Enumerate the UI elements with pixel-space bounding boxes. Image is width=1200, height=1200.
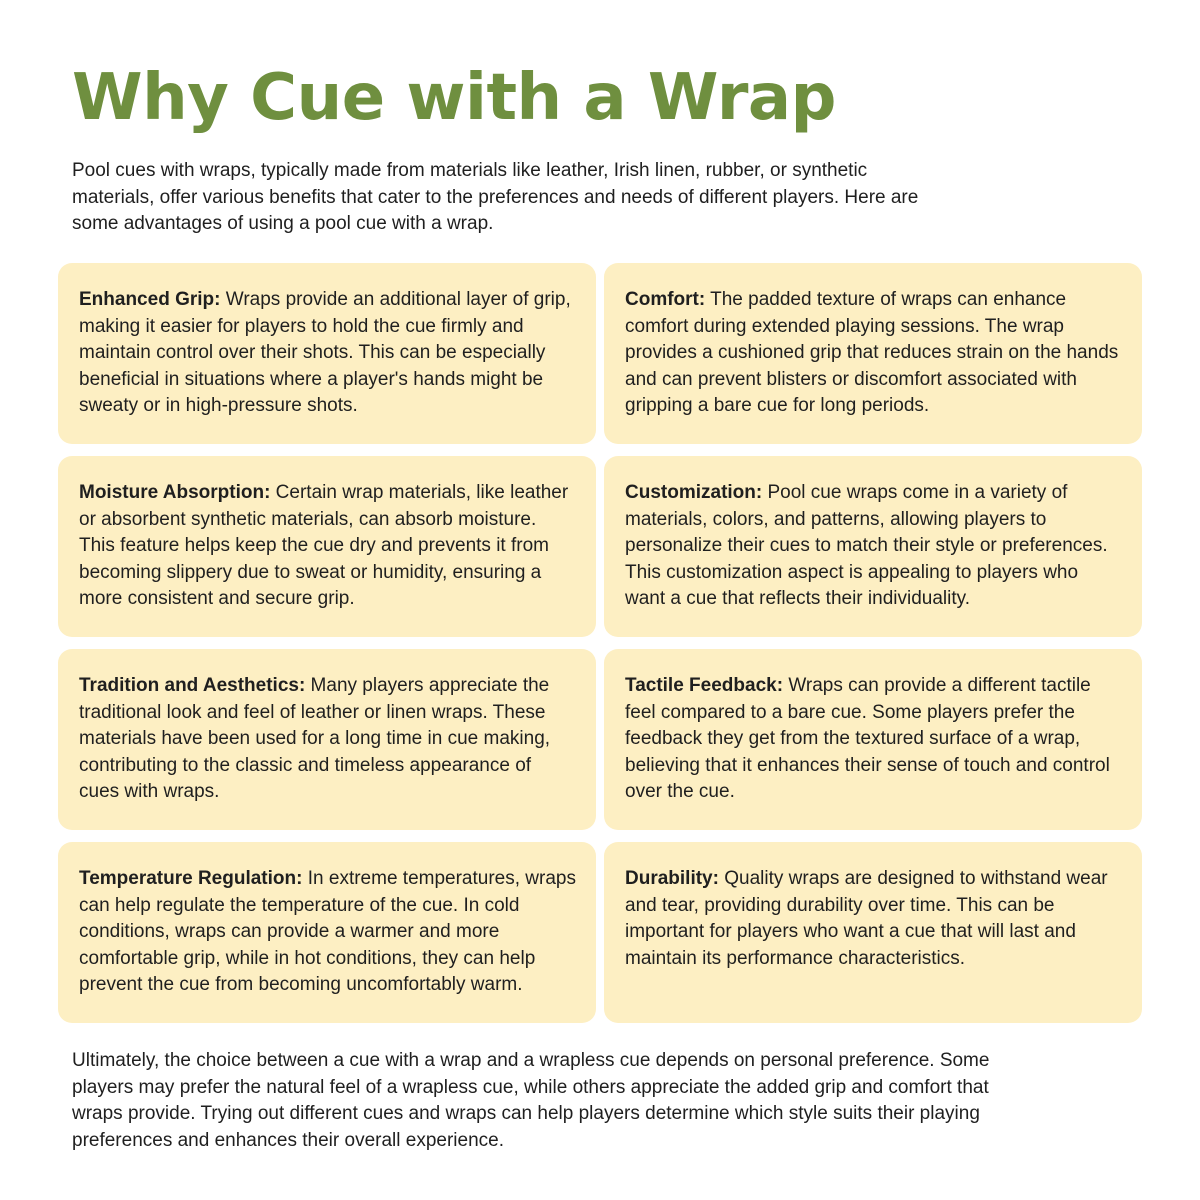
card-body: The padded texture of wraps can enhance comfort during extended playing sessions. The wrap provides a cushioned grip that reduces strain on the hands and can prevent blisters or discomfort associated with gripping a bare cue for long periods. bbox=[625, 289, 1119, 417]
card-body: Many players appreciate the traditional look and feel of leather or linen wraps. These materials have been used for a long time in cue making, contributing to the classic and timeless appearance of cues with wraps. bbox=[79, 675, 551, 803]
card-body: Wraps can provide a different tactile feel compared to a bare cue. Some players prefer the feedback they get from the textured surface of a wrap, believing that it enhances their sense of touch and control over the cue. bbox=[625, 675, 1110, 803]
benefit-card-temperature-regulation bbox=[58, 842, 596, 1023]
benefit-card-customization bbox=[604, 456, 1142, 637]
card-body: In extreme temperatures, wraps can help regulate the temperature of the cue. In cold conditions, wraps can provide a warmer and more comfortable grip, while in hot conditions, they can help prevent the cue from becoming uncomfortably warm. bbox=[79, 868, 576, 996]
intro-paragraph: Pool cues with wraps, typically made from materials like leather, Irish linen, rubber, or synthetic materials, offer various benefits that cater to the preferences and needs of different players. Here are some advantages of using a pool cue with a wrap. bbox=[72, 160, 919, 234]
benefit-card-tradition-aesthetics bbox=[58, 649, 596, 830]
closing-paragraph: Ultimately, the choice between a cue with a wrap and a wrapless cue depends on personal preference. Some players may prefer the natural feel of a wrapless cue, while others appreciate the added grip and comfort that wraps provide. Trying out different cues and wraps can help players determine which style suits their playing preferences and enhances their overall experience. bbox=[72, 1050, 990, 1151]
benefit-card-durability bbox=[604, 842, 1142, 1023]
card-heading: Customization: bbox=[625, 482, 763, 503]
card-text bbox=[79, 866, 576, 999]
card-body: Certain wrap materials, like leather or absorbent synthetic materials, can absorb moisture. This feature helps keep the cue dry and prevents it from becoming slippery due to sweat or humidity, ensuring a more consistent and secure grip. bbox=[79, 482, 569, 610]
card-text bbox=[79, 480, 576, 613]
card-heading: Tactile Feedback: bbox=[625, 675, 784, 696]
card-text bbox=[79, 287, 576, 420]
card-text bbox=[625, 287, 1122, 420]
benefit-card-tactile-feedback bbox=[604, 649, 1142, 830]
card-text bbox=[625, 480, 1122, 613]
card-heading: Temperature Regulation: bbox=[79, 868, 303, 889]
benefit-card-moisture-absorption bbox=[58, 456, 596, 637]
card-heading: Comfort: bbox=[625, 289, 706, 310]
benefit-card-enhanced-grip bbox=[58, 263, 596, 444]
card-heading: Moisture Absorption: bbox=[79, 482, 271, 503]
benefit-card-comfort bbox=[604, 263, 1142, 444]
card-body: Wraps provide an additional layer of grip, making it easier for players to hold the cue firmly and maintain control over their shots. This can be especially beneficial in situations where a player's hands might be sweaty or in high-pressure shots. bbox=[79, 289, 571, 417]
card-heading: Durability: bbox=[625, 868, 719, 889]
benefit-card-grid bbox=[58, 263, 1142, 1023]
card-body: Quality wraps are designed to withstand wear and tear, providing durability over time. This can be important for players who want a cue that will last and maintain its performance characteristics. bbox=[625, 868, 1108, 969]
card-text bbox=[625, 866, 1122, 972]
card-text bbox=[625, 673, 1122, 806]
page-title: Why Cue with a Wrap bbox=[72, 61, 836, 135]
card-text bbox=[79, 673, 576, 806]
card-heading: Enhanced Grip: bbox=[79, 289, 221, 310]
card-body: Pool cue wraps come in a variety of materials, colors, and patterns, allowing players to personalize their cues to match their style or preferences. This customization aspect is appealing to players who want a cue that reflects their individuality. bbox=[625, 482, 1108, 610]
card-heading: Tradition and Aesthetics: bbox=[79, 675, 306, 696]
